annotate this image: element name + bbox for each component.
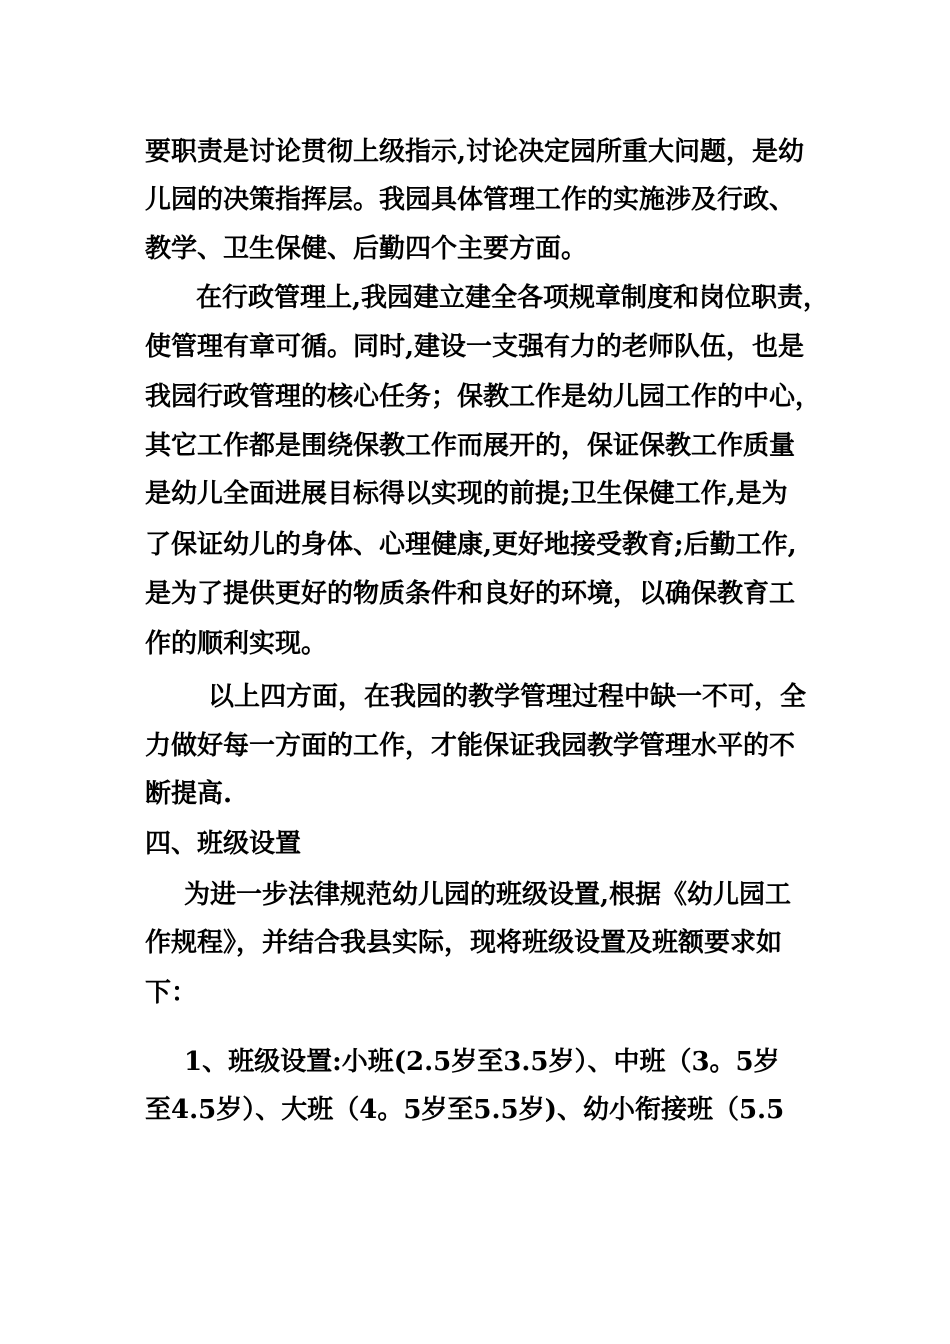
text-line: 了保证幼儿的身体、心理健康,更好地接受教育;后勤工作, (145, 530, 797, 560)
text-line: 我园行政管理的核心任务；保教工作是幼儿园工作的中心， (145, 382, 822, 412)
text-line: 在行政管理上,我园建立建全各项规章制度和岗位职责， (196, 283, 830, 313)
text-line: 1、班级设置:小班(2.5岁至3.5岁）、中班（3。5岁 (184, 1047, 780, 1077)
section-heading: 四、班级设置 (145, 829, 302, 859)
text-line: 使管理有章可循。同时,建设一支强有力的老师队伍，也是 (145, 332, 805, 362)
text-line: 下： (145, 978, 198, 1008)
text-line: 要职责是讨论贯彻上级指示,讨论决定园所重大问题，是幼 (145, 137, 805, 167)
text-line: 是幼儿全面进展目标得以实现的前提;卫生保健工作,是为 (145, 479, 788, 509)
text-line: 以上四方面，在我园的教学管理过程中缺一不可，全 (208, 682, 807, 712)
text-line: 儿园的决策指挥层。我园具体管理工作的实施涉及行政、 (145, 185, 796, 215)
text-line: 教学、卫生保健、后勤四个主要方面。 (145, 234, 588, 264)
text-line: 作的顺利实现。 (145, 629, 328, 659)
text-line: 至4.5岁）、大班（4。5岁至5.5岁)、幼小衔接班（5.5 (145, 1095, 785, 1125)
text-line: 力做好每一方面的工作，才能保证我园教学管理水平的不 (145, 731, 796, 761)
text-line: 为进一步法律规范幼儿园的班级设置,根据《幼儿园工 (184, 880, 792, 910)
text-line: 断提高. (145, 779, 233, 809)
text-line: 作规程》，并结合我县实际，现将班级设置及班额要求如 (145, 928, 783, 958)
text-line: 其它工作都是围绕保教工作而展开的，保证保教工作质量 (145, 431, 796, 461)
text-line: 是为了提供更好的物质条件和良好的环境，以确保教育工 (145, 579, 796, 609)
